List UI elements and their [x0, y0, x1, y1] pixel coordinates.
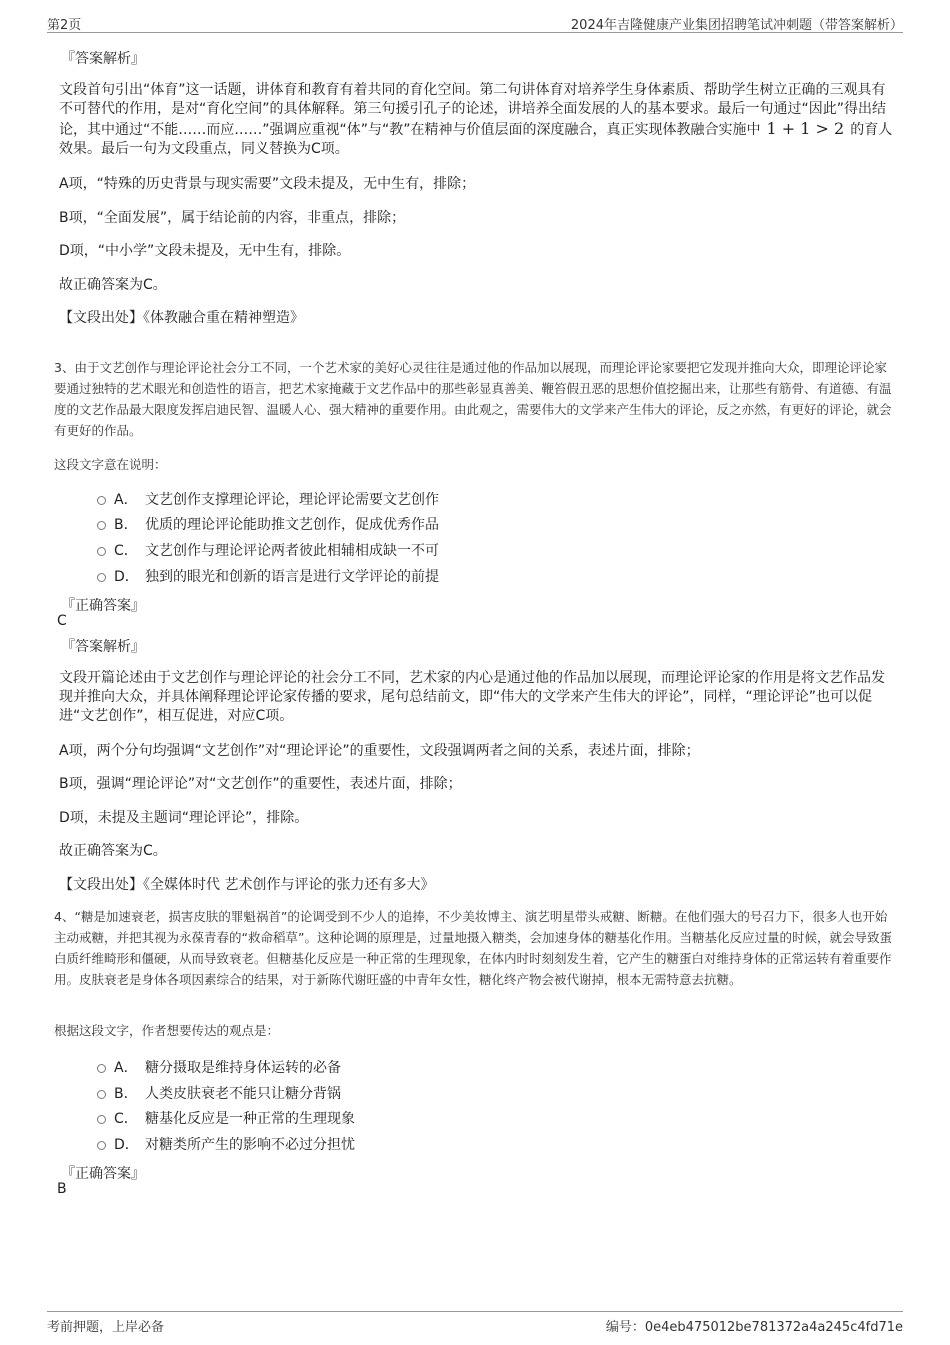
q3-point-b: B项，强调“理论评论”对“文艺创作”的重要性，表述片面，排除；: [59, 776, 462, 792]
q4-answer-label: 『正确答案』: [61, 1166, 145, 1182]
option-letter: D．: [114, 569, 139, 585]
question-4-prompt: 根据这段文字，作者想要传达的观点是：: [54, 1023, 280, 1038]
option-text: 文艺创作支撑理论评论，理论评论需要文艺创作: [145, 492, 439, 508]
analysis-text-part1: 文段首句引出“体育”这一话题，讲体育和教育有着共同的育化空间。第二句讲体育对培养学生身体素质、帮助学生树立正确的三观具有不可替代的作用，是对“育化空间”的具体解释。第三句援引孔子的论述，讲培养全面发展的人的基本要求。最后一句通过“因此”得出结论，其中通过“不能……而应……”强调应重视“体”与“教”在精神与价值层面的深度融合，真正实现体教融合实施中: [59, 82, 887, 138]
q3-conclusion: 故正确答案为C。: [59, 843, 167, 859]
page-header: [47, 12, 903, 33]
q3-option-b[interactable]: [97, 514, 439, 534]
q3-option-d[interactable]: [97, 566, 439, 586]
option-letter: B．: [114, 1086, 138, 1102]
analysis-text-part2: 的育人效果。最后一句为文段重点，同义替换为C项。: [59, 122, 893, 157]
q3-answer-label: 『正确答案』: [61, 598, 145, 614]
question-3-text: 3、由于文艺创作与理论评论社会分工不同，一个艺术家的美好心灵往往是通过他的作品加以展现，而理论评论家要把它发现并推向大众，即理论评论家要通过独特的艺术眼光和创造性的语言，把艺术家掩藏于文艺作品中的那些彰显真善美、鞭笞假丑恶的思想价值挖掘出来，让那些有筋骨、有道德、有温度的文艺作品最大限度发挥启迪民智、温暖人心、强大精神的重要作用。由此观之，需要伟大的文学来产生伟大的评论，反之亦然，有更好的评论，就会有更好的作品。: [54, 360, 892, 438]
q4-option-b[interactable]: [97, 1083, 341, 1103]
q3-point-a: A项，两个分句均强调“文艺创作”对“理论评论”的重要性，文段强调两者之间的关系，表述片面，排除；: [59, 743, 700, 759]
page-number: 第2页: [47, 18, 82, 33]
radio-icon[interactable]: [97, 547, 106, 556]
q3-point-d: D项，未提及主题词“理论评论”，排除。: [59, 810, 309, 826]
analysis-text: [59, 81, 895, 159]
q3-analysis-text: 文段开篇论述由于文艺创作与理论评论的社会分工不同，艺术家的内心是通过他的作品加以展现，而理论评论家的作用是将文艺作品发现并推向大众，并具体阐释理论评论家传播的要求，尾句总结前文，即“伟大的文学来产生伟大的评论”，同样，“理论评论”也可以促进“文艺创作”，相互促进，对应C项。: [59, 670, 885, 724]
point-a: A项，“特殊的历史背景与现实需要”文段未提及，无中生有，排除；: [59, 176, 476, 192]
radio-icon[interactable]: [97, 573, 106, 582]
option-letter: C．: [114, 543, 138, 559]
option-text: 文艺创作与理论评论两者彼此相辅相成缺一不可: [145, 543, 439, 559]
option-letter: A．: [114, 492, 138, 508]
document-title: 2024年吉隆健康产业集团招聘笔试冲刺题（带答案解析）: [570, 18, 903, 33]
option-text: 对糖类所产生的影响不必过分担忧: [145, 1137, 355, 1153]
option-text: 糖基化反应是一种正常的生理现象: [145, 1111, 355, 1127]
radio-icon[interactable]: [97, 1090, 106, 1099]
math-expression: 1 + 1 > 2: [766, 119, 845, 138]
footer-slogan: 考前押题，上岸必备: [47, 1320, 165, 1335]
radio-icon[interactable]: [97, 496, 106, 505]
q4-option-c[interactable]: [97, 1108, 355, 1128]
analysis-label: 『答案解析』: [61, 51, 145, 67]
conclusion: 故正确答案为C。: [59, 277, 167, 293]
serial-label: 编号：: [605, 1320, 645, 1335]
radio-icon[interactable]: [97, 1064, 106, 1073]
footer-serial: [606, 1316, 903, 1335]
option-text: 糖分摄取是维持身体运转的必备: [145, 1060, 341, 1076]
q3-option-c[interactable]: [97, 540, 439, 560]
option-text: 人类皮肤衰老不能只让糖分背锅: [145, 1086, 341, 1102]
q3-answer: C: [57, 613, 67, 629]
page-footer: [47, 1311, 903, 1336]
q4-answer: B: [57, 1181, 67, 1197]
option-text: 优质的理论评论能助推文艺创作，促成优秀作品: [145, 517, 439, 533]
point-d: D项，“中小学”文段未提及，无中生有，排除。: [59, 243, 351, 259]
radio-icon[interactable]: [97, 1115, 106, 1124]
q3-option-a[interactable]: [97, 489, 439, 509]
question-3-prompt: 这段文字意在说明：: [54, 457, 167, 472]
q3-analysis-label: 『答案解析』: [61, 639, 145, 655]
option-letter: B．: [114, 517, 138, 533]
question-4-text: 4、“糖是加速衰老，损害皮肤的罪魁祸首”的论调受到不少人的追捧，不少美妆博主、演艺明星带头戒糖、断糖。在他们强大的号召力下，很多人也开始主动戒糖，并把其视为永葆青春的“救命稻草”。这种论调的原理是，过量地摄入糖类，会加速身体的糖基化作用。当糖基化反应过量的时候，就会导致蛋白质纤维畸形和僵硬，从而导致衰老。但糖基化反应是一种正常的生理现象，在体内时时刻刻发生着，它产生的糖蛋白对维持身体的正常运转有着重要作用。皮肤衰老是身体各项因素综合的结果，对于新陈代谢旺盛的中青年女性，糖化终产物会被代谢掉，根本无需特意去抗糖。: [54, 909, 892, 987]
option-letter: A．: [114, 1060, 138, 1076]
option-letter: C．: [114, 1111, 138, 1127]
serial-number: 0e4eb475012be781372a4a245c4fd71e: [644, 1320, 903, 1335]
source-citation: 【文段出处】《体教融合重在精神塑造》: [59, 310, 304, 326]
option-letter: D．: [114, 1137, 139, 1153]
radio-icon[interactable]: [97, 1141, 106, 1150]
point-b: B项，“全面发展”，属于结论前的内容，非重点，排除；: [59, 210, 406, 226]
radio-icon[interactable]: [97, 521, 106, 530]
q4-option-a[interactable]: [97, 1057, 341, 1077]
q4-option-d[interactable]: [97, 1134, 355, 1154]
option-text: 独到的眼光和创新的语言是进行文学评论的前提: [145, 569, 439, 585]
q3-source-citation: 【文段出处】《全媒体时代 艺术创作与评论的张力还有多大》: [59, 877, 435, 893]
